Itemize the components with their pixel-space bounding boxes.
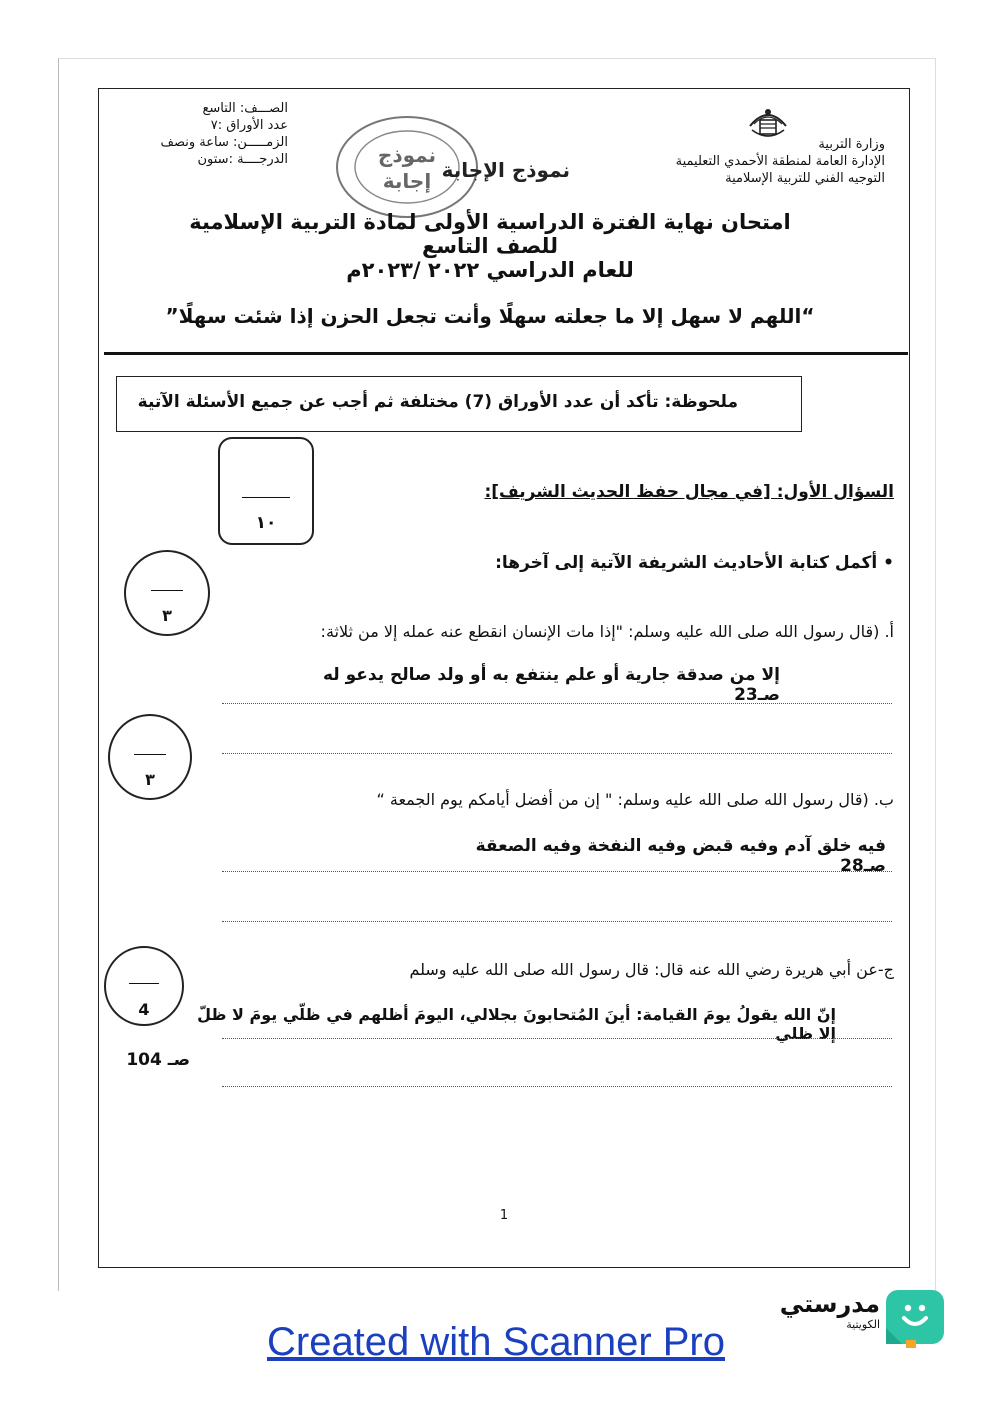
- class-line: الصـــف: التاسع: [202, 101, 288, 116]
- hadith-c-answer: إنّ الله يقولُ يومَ القيامة: أينَ المُتحابونَ بجلالي، اليومَ أظلهم في ظلّي يومَ لا ظلّ إلا ظلي: [197, 1005, 836, 1043]
- question-1-heading: السؤال الأول: [في مجال حفظ الحديث الشريف]:: [484, 482, 894, 502]
- score-circle-c: [104, 946, 184, 1026]
- stamp-line-2: إجابة: [382, 169, 432, 193]
- madrasati-logo-icon: [884, 1288, 946, 1350]
- supplication: “اللهم لا سهل إلا ما جعلته سهلًا وأنت تجعل الحزن إذا شئت سهلًا”: [165, 304, 815, 328]
- header-divider: [104, 352, 908, 355]
- answer-model-label: نموذج الإجابة: [441, 158, 570, 182]
- score-value-c: 4: [138, 1000, 150, 1019]
- score-circle-b: [108, 714, 192, 800]
- pages-line: عدد الأوراق :٧: [210, 118, 288, 133]
- hadith-a-prompt: أ. (قال رسول الله صلى الله عليه وسلم: "إذا مات الإنسان انقطع عنه عمله إلا من ثلاثة:: [320, 622, 894, 641]
- answer-line: [222, 1038, 892, 1039]
- score-total: ١٠: [255, 513, 277, 533]
- brand-subtitle: الكويتية: [846, 1318, 880, 1331]
- hadith-b-prompt: ب. (قال رسول الله صلى الله عليه وسلم: " إن من أفضل أيامكم يوم الجمعة “: [376, 790, 894, 809]
- score-value-a: ٣: [162, 606, 172, 625]
- directorate-line: الإدارة العامة لمنطقة الأحمدي التعليمية: [675, 154, 885, 169]
- hadith-b-answer: فيه خلق آدم وفيه قبض وفيه النفخة وفيه الصعقة صـ28: [475, 836, 886, 876]
- score-circle-a: [124, 550, 210, 636]
- ministry-block: [640, 136, 885, 187]
- answer-line: [222, 1086, 892, 1087]
- score-blank-line: [129, 983, 159, 984]
- ministry-line: وزارة التربية: [818, 137, 885, 152]
- grade-line: الدرجــــة :ستون: [197, 152, 288, 167]
- hadith-c-page-ref: صـ 104: [126, 1050, 190, 1070]
- score-blank-line: [134, 754, 166, 755]
- answer-line: [222, 703, 892, 704]
- question-1-instruction: [480, 553, 894, 573]
- guidance-line: التوجيه الفني للتربية الإسلامية: [725, 171, 885, 186]
- academic-year: للعام الدراسي ٢٠٢٢ /٢٠٢٣م: [346, 258, 634, 282]
- time-line: الزمـــــن: ساعة ونصف: [160, 135, 288, 150]
- instruction-text: أكمل كتابة الأحاديث الشريفة الآتية إلى آخرها:: [495, 553, 878, 573]
- question-score-box: [218, 437, 314, 545]
- answer-line: [222, 871, 892, 872]
- hadith-c-prompt: ج-عن أبي هريرة رضي الله عنه قال: قال رسول الله صلى الله عليه وسلم: [409, 960, 894, 979]
- page-number: 1: [499, 1208, 509, 1223]
- note-text: ملحوظة: تأكد أن عدد الأوراق (7) مختلفة ثم أجب عن جميع الأسئلة الآتية: [137, 392, 738, 412]
- scanner-pro-link[interactable]: Created with Scanner Pro: [266, 1320, 725, 1364]
- score-blank-line: [242, 497, 290, 498]
- answer-line: [222, 753, 892, 754]
- stamp-line-1: نموذج: [377, 143, 437, 167]
- exam-title: امتحان نهاية الفترة الدراسية الأولى لمادة التربية الإسلامية للصف التاسع: [189, 210, 791, 258]
- hadith-a-answer: إلا من صدقة جارية أو علم ينتفع به أو ولد صالح يدعو له صـ23: [323, 665, 780, 705]
- score-value-b: ٣: [145, 770, 155, 789]
- answer-line: [222, 921, 892, 922]
- score-blank-line: [151, 590, 184, 591]
- bullet-icon: •: [883, 553, 894, 573]
- exam-info-block: [118, 100, 288, 168]
- brand-name: مدرستي: [779, 1290, 880, 1318]
